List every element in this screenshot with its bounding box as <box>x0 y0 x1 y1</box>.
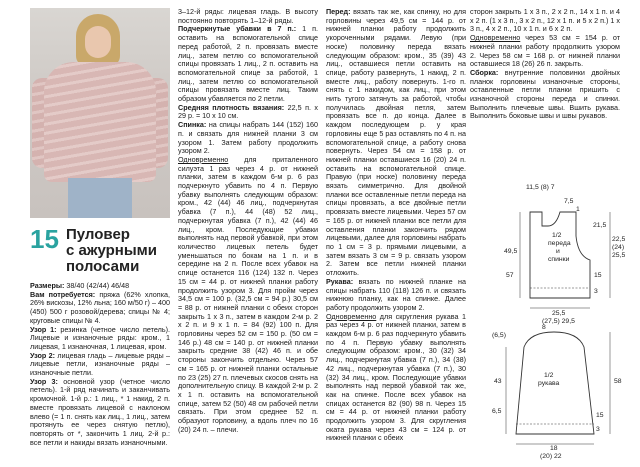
pattern-1-value: резинка (четное число петель). Лицевые и изнаночные ряды: кром., 1 лицевая, 1 изнаночная, 1 лицевая, кром. <box>30 324 170 351</box>
pattern-1-label: Узор 1: <box>30 324 57 334</box>
sleeves-value: вязать по нижней планке на спицы набрать 110 (118) 126 п. и связать нижнюю планку, как на спинке. Далее работу продолжить узором 2. <box>326 276 466 312</box>
sleeve-top-b: (6,5) <box>492 332 506 339</box>
column-4 <box>470 8 620 121</box>
gauge-paragraph <box>178 104 318 121</box>
back-value: на спицы набрать 144 (152) 160 п. и связать для нижней планки 3 см узором 1. Затем работу продолжить узором 2. <box>178 120 318 156</box>
decreases-label: Подчеркнутые убавки в 7 п.: <box>178 24 297 34</box>
assembly-value: внутренние половинки двойных планок горловины изнаночные стороны, оставленные петли планки пришить с изнаночной стороны переда и спинки. Выполнить плечевые швы. Вшить рукава. Выполнить боковые швы и швы рукавов. <box>470 67 620 121</box>
pattern-3-label: Узор 3: <box>30 376 58 386</box>
sizes-value: 38/40 (42/44) 46/48 <box>64 281 130 290</box>
model-photo <box>30 8 170 218</box>
sleeve-label-1: 1/2 <box>544 372 554 379</box>
front-label-2: переда <box>548 240 571 247</box>
back-paragraph <box>178 121 318 156</box>
decreases-value: 1 п. оставить на вспомогательной спице перед работой, 2 п. провязать вместе лиц., затем петлю со вспомогательной спицы провязать 1 лиц., 2 п. оставить на вспомогательной спице за работой, 1 лиц., затем петлю со вспомогательной спицы провязать вместе лиц. Таким образом убавляется по 2 петли. <box>178 24 318 104</box>
title-line-3: полосами <box>66 258 140 275</box>
sleeve-bottom-2: (20) 22 <box>540 453 562 460</box>
dim-top: 11,5 (8) 7 <box>526 184 555 191</box>
needed-label: Вам потребуется: <box>30 289 96 299</box>
cap-shaping-value: через 53 см = 154 р. от нижней планки работу продолжить узором 2. Через 58 см = 168 р. от нижней планки оставшиеся 18 (26) 26 п. закрыть. <box>470 33 620 69</box>
assembly-label: Сборка: <box>470 67 499 77</box>
pattern-2-label: Узор 2: <box>30 350 56 360</box>
sleeve-shaping-paragraph <box>326 313 466 444</box>
front-label-3: и <box>556 248 560 255</box>
dim-d3: 21,5 <box>593 222 607 229</box>
cap-shaping-paragraph <box>470 34 620 69</box>
dim-d1: 7,5 <box>564 198 574 205</box>
column-1 <box>30 282 170 447</box>
dim-d4: 22,5 <box>612 236 626 243</box>
schematic-diagram <box>490 172 632 462</box>
model-sweater <box>44 62 156 182</box>
model-face <box>85 26 111 58</box>
dim-d2: 1 <box>576 206 580 213</box>
pattern-3-value: основной узор (четное число петель). 1-й ряд начинать и заканчивать кромочной. 1-й р.: 1 лиц., * 1 накид, 2 п. вместе провязать лицевой с наклоном влево (= 1 п. снять как лиц., 1 лиц., затем протянуть ее через снятую петлю), повторять от *, закончить 1 лиц. 2-й р.: все петли и накиды вязать изнаночными. <box>30 376 170 447</box>
sizes-label: Размеры: <box>30 281 65 290</box>
needed-paragraph <box>30 291 170 326</box>
pattern-2-value: лицевая гладь – лицевые ряды – лицевые петли, изнаночные ряды – изнаночные петли. <box>30 350 170 378</box>
column-3 <box>326 8 466 443</box>
decreases-paragraph <box>178 25 318 103</box>
sleeve-side-1: 6,5 <box>492 408 502 415</box>
dim-side-2: 3 <box>594 288 598 295</box>
model-jeans <box>68 178 132 218</box>
sleeve-h1: 43 <box>494 378 502 385</box>
back-label: Спинка: <box>178 120 207 130</box>
cap-paragraph: сторон закрыть 1 x 3 п., 2 x 2 п., 14 x 1 п. и 4 x 2 п. (1 x 3 п., 3 x 2 п., 12 x 1 п. и 5 x 2 п.) 1 x 3 п., 4 x 2 п., 10 x 1 п. и 6 x 2 п. <box>470 7 620 34</box>
title-line-1: Пуловер <box>66 226 130 243</box>
sleeve-side-2: 15 <box>596 412 604 419</box>
pattern-2-paragraph <box>30 352 170 378</box>
sleeve-side-3: 3 <box>596 426 600 433</box>
dim-bottom-1: 25,5 <box>552 310 566 317</box>
simultaneously-label-2: Одновременно <box>326 311 377 321</box>
pattern-title <box>66 227 157 275</box>
dim-d6: 25,5 <box>612 252 626 259</box>
sleeve-top-a: 8 <box>542 324 546 331</box>
sleeve-h2: 58 <box>614 378 622 385</box>
pattern-number: 15 <box>30 224 59 254</box>
pattern-3-paragraph <box>30 378 170 448</box>
column-2 <box>178 8 318 434</box>
title-line-2: с ажурными <box>66 242 157 259</box>
gauge-value: 22,5 п. x 29 р. = 10 x 10 см. <box>178 102 318 121</box>
front-label: Перед: <box>326 7 351 16</box>
pattern-1-paragraph <box>30 326 170 352</box>
sleeves-paragraph <box>326 278 466 313</box>
sleeve-shaping-value: для скругления рукава 1 раз через 4 р. от нижней планки, затем в каждом 6-м р. 6 раз подчеркнуто убавить по 4 п. Первую убавку выполнять следующим образом: кром., 30 (32) 34 лиц., подчеркнутая убавка (7 п.), 34 (38) 42 лиц., подчеркнутая убавка (7 п.), 30 (32) 34 лиц., кром. Последующие убавки выполнять над первой убавкой так же, как на спинке. После всех убавок на спицах останется 82 (90) 98 п. Через 15 см = 44 р. от нижней планки работу продолжить узором 3. Для скругления оката рукава через 43 см = 124 р. от нижней планки с обеих <box>326 311 466 443</box>
front-value: вязать так же, как спинку, но для горловины через 49,5 см = 144 р. от нижней планки работу продолжить укороченными рядами. Левую (при носке) половинку переда вязать следующим образом: кром., 35 (39) 43 лиц., оставшиеся петли оставить на спице, работу развернуть, 1 накид, 2 п. вместе лиц., работу повернуть. 1-го п. снять с 1 накидом, как лиц., при этом нить тугого затянуть за работой, чтобы получилась двойная петля, затем провязать все п. до конца. Далее в каждом последующем р. у края горловины еще 5 раз оставлять по 4 п. на вспомогательной спице, а работу снова повернуть. Через 54 см = 158 р. от нижней планки оставшиеся 16 (20) 24 п. оставить на вспомогательной спице. Правую (при носке) половинку переда вязать симметрично. Для двойной планки все оставленные петли переда на спицы провязать, а все двойные петли провязать вместе лицевыми. Через 57 см = 165 р. от нижней планки все петли для оставления планки закончить рядом лицевыми, далее для горловины набрать по 1 см = 3 р. прямыми лицевыми, а затем вязать 3 см = 9 р. связать узором 2. Затем все петли нижней планки отложить. <box>326 7 466 278</box>
body-outline <box>530 212 590 298</box>
rows-3-12-paragraph: 3–12-й ряды: лицевая гладь. В высоту постоянно повторять 1–12-й ряды. <box>178 7 318 25</box>
simultaneously-label: Одновременно <box>178 154 229 164</box>
dim-d5: (24) <box>612 244 625 251</box>
front-label-1: 1/2 <box>552 232 562 239</box>
gauge-label: Средняя плотность вязания: <box>178 102 285 112</box>
back-shaping-value: для приталенного силуэта 1 раз через 4 р. от нижней планки, затем в каждом 6-м р. 6 раз подчеркнуто убавить по 4 п. Первую убавку выполнять следующим образом: кром., 42 (44) 46 лиц., подчеркнутая убавка (7 п.), 44 (48) 52 лиц., подчеркнутая убавка (7 п.), 42 (44) 46 лиц., кром. Последующие убавки выполнять над первой убавкой, при этом количество лицевых петель будет уменьшаться по бокам на 1 п. и в середине на 2 п. После всех убавок на спице останется 116 (124) 132 п. Через 15 см = 44 р. от нижней планки работу продолжить узором 3. Для пройм через 34,5 см = 100 р. (32,5 см = 94 р.) 30,5 см = 88 р. от нижней планки с обеих сторон закрыть 1 x 3 п., затем в каждом 2-м р. 2 x 2 п. и 9 x 1 п. = 84 (92) 100 п. Для горловины через 52 см = 150 р. (50 см = 146 р.) 48 см = 140 р. от нижней планки закрыть средние 38 (42) 46 п. и обе стороны закончить отдельно. Через 57 см = 165 р. от нижней планки остальные по 23 (25) 27 п. плечевых скосов снять на дополнительную спицу. В каждой 2-м р. 2 x 1 п. оставить на вспомогательной спице, затем 52 (50) 48 см рабочей петли связать. При этом среднее 52 п. образуют горловину, а вдоль плеч по 16 (20) 24 п. – плечи. <box>178 154 318 434</box>
dim-side-1: 15 <box>594 272 602 279</box>
sleeve-label-2: рукава <box>538 380 560 387</box>
front-paragraph <box>326 8 466 278</box>
sleeve-bottom-1: 18 <box>550 445 558 452</box>
sleeves-label: Рукава: <box>326 276 354 286</box>
simultaneously-label-3: Одновременно <box>470 33 521 43</box>
back-shaping-paragraph <box>178 156 318 435</box>
dim-bottom-2: (27,5) 29,5 <box>542 318 575 325</box>
front-label-4: спинки <box>548 256 570 263</box>
needed-value: пряжа (62% хлопка, 26% вискозы, 12% льна; 160 м/50 г) – 400 (450) 500 г розовой/дерева; спицы № 4; круговые спицы № 4. <box>30 289 170 325</box>
assembly-paragraph <box>470 69 620 121</box>
dim-left-h: 49,5 <box>504 248 518 255</box>
dim-left-h2: 57 <box>506 272 514 279</box>
